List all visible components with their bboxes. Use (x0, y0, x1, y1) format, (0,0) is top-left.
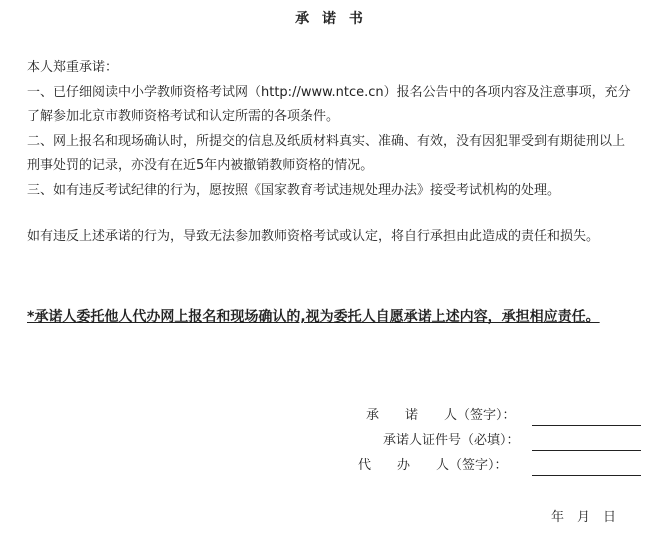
date-field: 年 月 日 (551, 510, 617, 525)
agent-signature-row (0, 455, 662, 477)
commitment-item-2: 二、网上报名和现场确认时，所提交的信息及纸质材料真实、准确、有效，没有因犯罪受到有期徒刑以上刑事处罚的记录，亦没有在近5年内被撤销教师资格的情况。 (27, 133, 626, 174)
intro-text: 本人郑重承诺： (27, 60, 119, 75)
document-title: 承 诺 书 (295, 11, 367, 27)
promisor-signature-row (0, 405, 662, 427)
promisor-signature-label: 承 诺 人（签字）： (366, 408, 516, 423)
commitment-item-1: 一、已仔细阅读中小学教师资格考试网（http://www.ntce.cn）报名公告中的各项内容及注意事项，充分了解参加北京市教师资格考试和认定所需的各项条件。 (27, 84, 631, 125)
proxy-notice: *承诺人委托他人代办网上报名和现场确认的,视为委托人自愿承诺上述内容，承担相应责任。 (27, 309, 600, 325)
commitment-body (27, 56, 637, 249)
commitment-item-3: 三、如有违反考试纪律的行为，愿按照《国家教育考试违规处理办法》接受考试机构的处理。 (27, 182, 561, 198)
consequence-text: 如有违反上述承诺的行为，导致无法参加教师资格考试或认定，将自行承担由此造成的责任和损失。 (27, 228, 600, 244)
id-number-label: 承诺人证件号（必填）： (383, 433, 520, 448)
agent-signature-line[interactable] (532, 475, 641, 476)
promisor-signature-line[interactable] (532, 425, 641, 426)
id-number-line[interactable] (532, 450, 641, 451)
agent-signature-label: 代 办 人（签字）： (358, 458, 508, 473)
id-number-row (0, 430, 662, 452)
